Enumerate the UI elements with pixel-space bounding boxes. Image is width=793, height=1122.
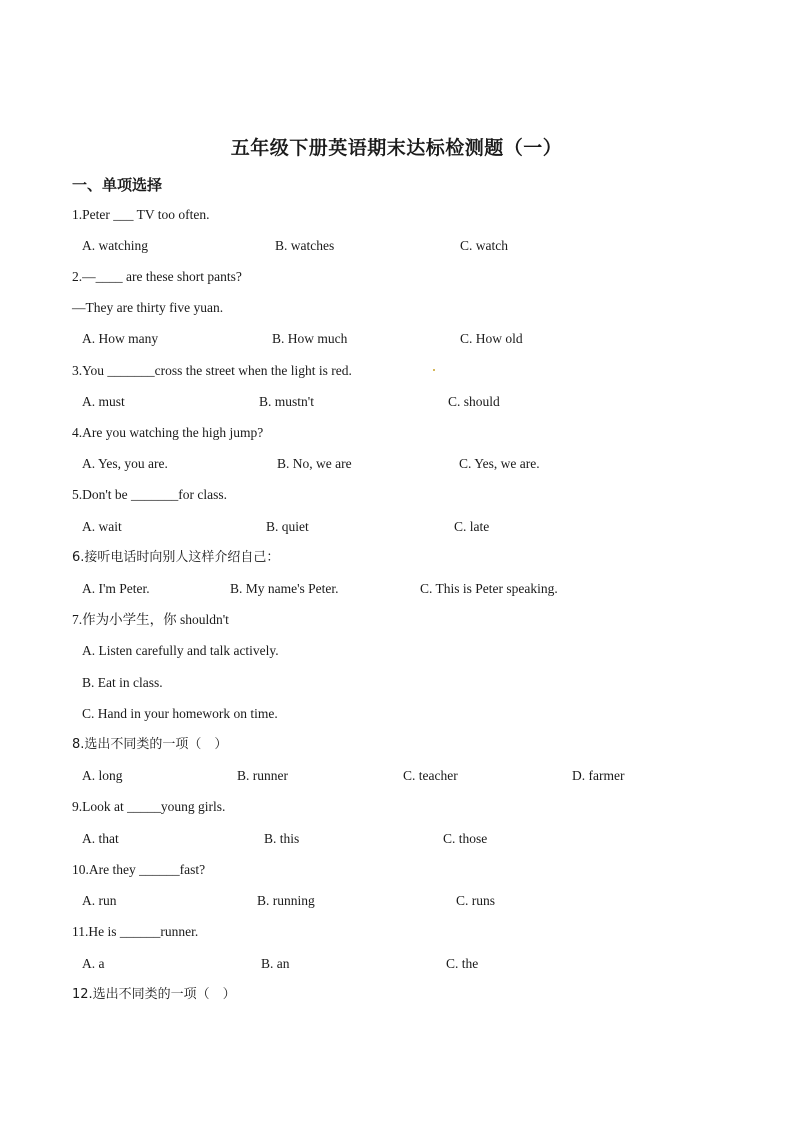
question-3: 3.You _______cross the street when the light is red. <box>72 363 352 378</box>
q7-option-b: B. Eat in class. <box>82 675 163 690</box>
q9-option-a: A. that <box>82 831 119 846</box>
q9-option-c: C. those <box>443 831 488 846</box>
question-8: 8.选出不同类的一项（ ） <box>72 737 228 752</box>
question-2-line2: —They are thirty five yuan. <box>72 300 224 315</box>
question-11: 11.He is ______runner. <box>72 924 199 939</box>
q1-option-c: C. watch <box>460 238 508 253</box>
q3-option-a: A. must <box>82 394 125 409</box>
q8-option-d: D. farmer <box>572 768 625 783</box>
question-12: 12.选出不同类的一项（ ） <box>72 987 236 1002</box>
q6-option-c: C. This is Peter speaking. <box>420 581 558 596</box>
q7-option-a: A. Listen carefully and talk actively. <box>82 643 279 658</box>
q4-option-c: C. Yes, we are. <box>459 456 540 471</box>
q5-option-a: A. wait <box>82 519 122 534</box>
q11-option-b: B. an <box>261 956 290 971</box>
q4-option-a: A. Yes, you are. <box>82 456 168 471</box>
q2-option-c: C. How old <box>460 331 523 346</box>
q2-option-b: B. How much <box>272 331 348 346</box>
q10-option-a: A. run <box>82 893 117 908</box>
q6-option-b: B. My name's Peter. <box>230 581 339 596</box>
q11-option-a: A. a <box>82 956 105 971</box>
question-2: 2.—____ are these short pants? <box>72 269 242 284</box>
q9-option-b: B. this <box>264 831 300 846</box>
stray-mark <box>433 369 435 371</box>
q1-option-b: B. watches <box>275 238 335 253</box>
q1-option-a: A. watching <box>82 238 148 253</box>
q11-option-c: C. the <box>446 956 479 971</box>
q3-option-b: B. mustn't <box>259 394 314 409</box>
q10-option-c: C. runs <box>456 893 496 908</box>
question-5: 5.Don't be _______for class. <box>72 487 228 502</box>
q3-option-c: C. should <box>448 394 500 409</box>
q5-option-c: C. late <box>454 519 490 534</box>
q8-option-c: C. teacher <box>403 768 458 783</box>
question-7: 7.作为小学生，你 shouldn't <box>72 612 229 627</box>
page-title: 五年级下册英语期末达标检测题（一） <box>230 137 563 159</box>
question-6: 6.接听电话时向别人这样介绍自己： <box>72 550 280 565</box>
q10-option-b: B. running <box>257 893 315 908</box>
q7-option-c: C. Hand in your homework on time. <box>82 706 278 721</box>
section-heading: 一、单项选择 <box>72 176 163 194</box>
q6-option-a: A. I'm Peter. <box>82 581 150 596</box>
question-10: 10.Are they ______fast? <box>72 862 206 877</box>
question-1: 1.Peter ___ TV too often. <box>72 207 210 222</box>
q8-option-b: B. runner <box>237 768 288 783</box>
question-4: 4.Are you watching the high jump? <box>72 425 264 440</box>
q5-option-b: B. quiet <box>266 519 309 534</box>
q2-option-a: A. How many <box>82 331 159 346</box>
question-9: 9.Look at _____young girls. <box>72 799 226 814</box>
q8-option-a: A. long <box>82 768 123 783</box>
q4-option-b: B. No, we are <box>277 456 352 471</box>
